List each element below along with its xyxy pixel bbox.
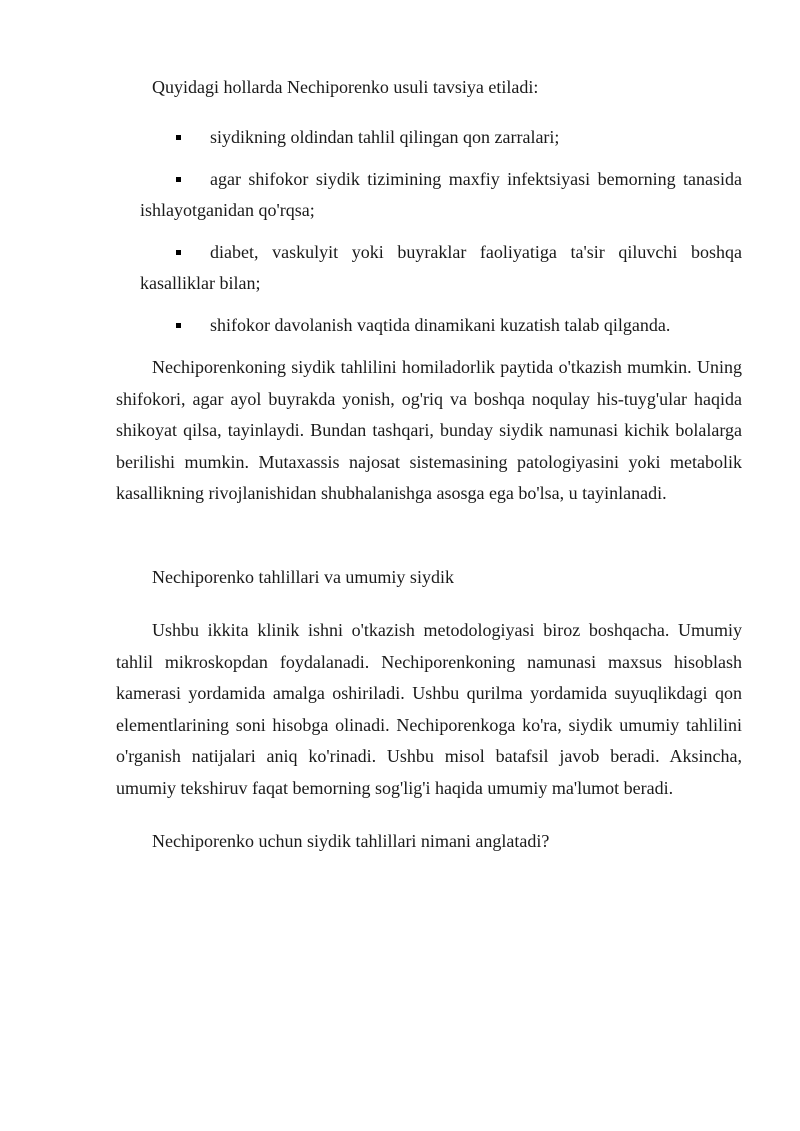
intro-block [116, 72, 742, 104]
square-bullet-icon [176, 135, 181, 140]
square-bullet-icon [176, 250, 181, 255]
pregnancy-paragraph: Nechiporenkoning siydik tahlilini homiladorlik paytida o'tkazish mumkin. Uning shifokori, agar ayol buyrakda yonish, og'riq va boshqa noqulay his-tuyg'ular haqida shikoyat qilsa, tayinlaydi. Bundan tashqari, bunday siydik namunasi kichik bolalarga berilishi mumkin. Mutaxassis najosat sistemasining patologiyasini yoki metabolik kasallikning rivojlanishidan shubhalanishga asosga ega bo'lsa, u tayinlanadi. [116, 357, 742, 504]
list-item [116, 310, 742, 342]
square-bullet-icon [176, 323, 181, 328]
list-item-text: shifokor davolanish vaqtida dinamikani kuzatish talab qilganda. [210, 314, 671, 335]
section-heading: Nechiporenko tahlillari va umumiy siydik [152, 567, 454, 587]
list-item [116, 164, 742, 227]
closing-question: Nechiporenko uchun siydik tahlillari nimani anglatadi? [152, 831, 550, 851]
methodology-paragraph: Ushbu ikkita klinik ishni o'tkazish metodologiyasi biroz boshqacha. Umumiy tahlil mikroskopdan foydalanadi. Nechiporenkoning namunasi maxsus hisoblash kamerasi yordamida amalga oshiriladi. Ushbu qurilma yordamida suyuqlikdagi qon elementlarining soni hisobga olinadi. Nechiporenkoga ko'ra, siydik umumiy tahlilini o'rganish natijalari aniq ko'rinadi. Ushbu misol batafsil javob beradi. Aksincha, umumiy tekshiruv faqat bemorning sog'lig'i haqida umumiy ma'lumot beradi. [116, 620, 742, 798]
list-item [116, 122, 742, 154]
square-bullet-icon [176, 177, 181, 182]
list-item [116, 237, 742, 300]
intro-text: Quyidagi hollarda Nechiporenko usuli tavsiya etiladi: [152, 77, 539, 97]
list-item-text: agar shifokor siydik tizimining maxfiy infektsiyasi bemorning tanasida ishlayotganidan qo'rqsa; [140, 168, 742, 221]
list-item-text: diabet, vaskulyit yoki buyraklar faoliyatiga ta'sir qiluvchi boshqa kasalliklar bilan; [140, 241, 742, 294]
indication-list [116, 122, 742, 352]
list-item-text: siydikning oldindan tahlil qilingan qon zarralari; [210, 127, 560, 147]
